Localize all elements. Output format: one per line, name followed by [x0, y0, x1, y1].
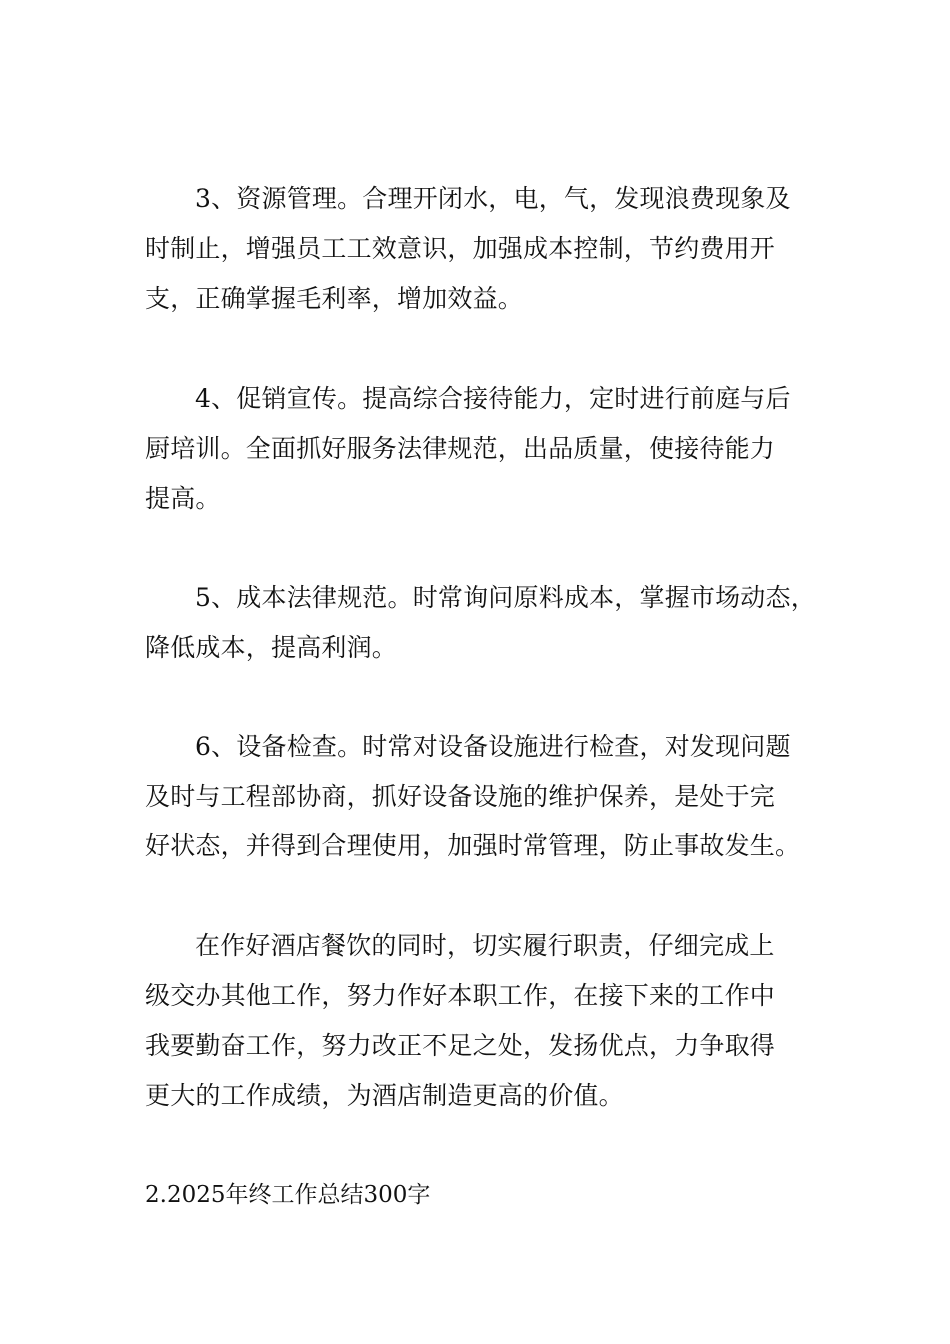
section-heading: 2.2025年终工作总结300字 [145, 1182, 431, 1208]
paragraph-line: 在作好酒店餐饮的同时，切实履行职责，仔细完成上 [195, 931, 775, 960]
paragraph-line: 5、成本法律规范。时常询问原料成本，掌握市场动态， [195, 583, 816, 612]
paragraph-line: 我要勤奋工作，努力改正不足之处，发扬优点，力争取得 [145, 1031, 776, 1060]
paragraph-line: 降低成本，提高利润。 [145, 633, 398, 662]
paragraph-line: 时制止，增强员工工效意识，加强成本控制，节约费用开 [145, 234, 776, 263]
paragraph-line: 及时与工程部协商，抓好设备设施的维护保养，是处于完 [145, 782, 776, 811]
paragraph-line: 6、设备检查。时常对设备设施进行检查，对发现问题 [195, 732, 791, 761]
paragraph-line: 支，正确掌握毛利率，增加效益。 [145, 284, 524, 313]
paragraph-line: 好状态，并得到合理使用，加强时常管理，防止事故发生。 [145, 831, 801, 860]
paragraph-line: 3、资源管理。合理开闭水，电，气，发现浪费现象及 [195, 184, 791, 213]
paragraph-line: 更大的工作成绩，为酒店制造更高的价值。 [145, 1081, 624, 1110]
paragraph-line: 提高。 [145, 484, 221, 513]
paragraph-line: 4、促销宣传。提高综合接待能力，定时进行前庭与后 [195, 384, 791, 413]
paragraph-line: 厨培训。全面抓好服务法律规范，出品质量，使接待能力 [145, 434, 776, 463]
paragraph-line: 级交办其他工作，努力作好本职工作，在接下来的工作中 [145, 981, 776, 1010]
